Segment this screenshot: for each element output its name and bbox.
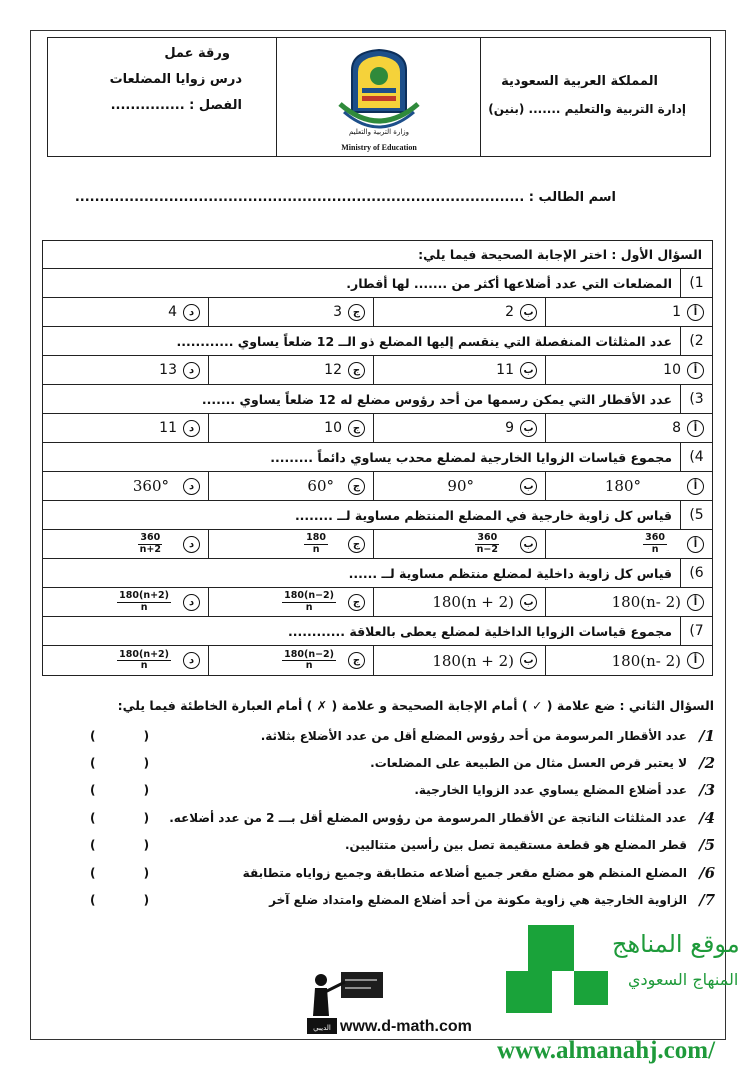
choice-d[interactable] [43, 356, 208, 384]
true-false-item [90, 886, 715, 913]
choice-letter-b: ب [520, 478, 537, 495]
choice-c[interactable] [208, 414, 373, 442]
item-number: 2/ [699, 754, 715, 773]
choice-b[interactable] [373, 588, 545, 616]
choice-letter-c: ج [348, 594, 365, 611]
choice-b[interactable] [373, 646, 545, 675]
choice-b[interactable] [373, 356, 545, 384]
choice-letter-b: ب [520, 652, 537, 669]
item-number: 3/ [699, 781, 715, 800]
choice-letter-d: د [183, 304, 200, 321]
choice-letter-b: ب [520, 362, 537, 379]
mcq-question-row [43, 327, 712, 356]
question-text: عدد المثلثات المنفصلة التي ينقسم إليها المضلع ذو الــ 12 ضلعاً يساوي ............ [176, 333, 672, 349]
mcq-question-row [43, 617, 712, 646]
answer-parentheses[interactable]: ( ) [90, 893, 172, 908]
choice-a[interactable] [545, 414, 712, 442]
fraction-numerator: 180(n+2) [119, 648, 169, 660]
choice-b[interactable] [373, 298, 545, 326]
lesson-label: درس زوايا المضلعات [109, 72, 242, 87]
choice-fraction [643, 533, 667, 555]
header-right-cell [480, 38, 710, 156]
item-text: المضلع المنظم هو مضلع مقعر جميع أضلاعه متطابقة وجميع زواياه متطابقة [242, 865, 687, 880]
choice-letter-b: ب [520, 420, 537, 437]
question-number: 6) [680, 559, 712, 587]
choice-value: 11 [496, 362, 514, 378]
choice-a[interactable] [545, 588, 712, 616]
choice-letter-d: د [183, 594, 200, 611]
mcq-question-row [43, 443, 712, 472]
choice-letter-b: ب [520, 304, 537, 321]
teacher-tag: الديبي [313, 1024, 331, 1032]
choice-d[interactable] [43, 646, 208, 675]
choice-letter-a: أ [687, 420, 704, 437]
choice-a[interactable] [545, 298, 712, 326]
fraction-numerator: 180(n−2) [284, 590, 334, 602]
choice-c[interactable] [208, 530, 373, 558]
choice-b[interactable] [373, 472, 545, 500]
item-text: عدد الأقطار المرسومة من أحد رؤوس المضلع أقل من عدد الأضلاع بثلاثة. [260, 728, 687, 743]
choice-a[interactable] [545, 356, 712, 384]
choice-a[interactable] [545, 646, 712, 675]
choice-letter-d: د [183, 536, 200, 553]
mcq-choices-row [43, 298, 712, 327]
question2-title: السؤال الثاني : ضع علامة ( ✓ ) أمام الإجابة الصحيحة و علامة ( ✗ ) أمام العبارة الخاطئة فيما يلي: [117, 698, 714, 713]
fraction-denominator: n [305, 601, 313, 613]
choice-letter-a: أ [687, 594, 704, 611]
question1-table [42, 240, 713, 676]
dmath-link[interactable]: www.d-math.com [340, 1018, 472, 1035]
mcq-choices-row [43, 530, 712, 559]
almanahj-link[interactable]: www.almanahj.com/ [497, 1037, 716, 1064]
item-number: 1/ [699, 726, 715, 745]
fraction-denominator: n [312, 543, 320, 555]
question-number: 4) [680, 443, 712, 471]
choice-value: 10 [663, 362, 681, 378]
item-text: قطر المضلع هو قطعة مستقيمة تصل بين رأسين متتاليين. [344, 838, 687, 853]
choice-value: 180(n- 2) [611, 593, 681, 611]
choice-value: 2 [505, 304, 514, 320]
site-title-watermark: موقع المناهج [612, 930, 740, 958]
mcq-choices-row [43, 414, 712, 443]
watermark-block [574, 971, 608, 1005]
choice-a[interactable] [545, 472, 712, 500]
choice-value: 180° [604, 477, 641, 495]
answer-parentheses[interactable]: ( ) [90, 756, 172, 771]
true-false-item [90, 832, 715, 859]
mcq-question-row [43, 559, 712, 588]
item-text: عدد المثلثات الناتجة عن الأقطار المرسومة من رؤوس المضلع أقل بـــ 2 من عدد أضلاعه. [169, 810, 687, 825]
true-false-item [90, 859, 715, 886]
watermark-block [528, 925, 574, 971]
choice-a[interactable] [545, 530, 712, 558]
choice-value: 1 [672, 304, 681, 320]
item-number: 5/ [699, 836, 715, 855]
choice-value: 180(n + 2) [432, 593, 514, 611]
choice-letter-c: ج [348, 362, 365, 379]
item-number: 6/ [699, 863, 715, 882]
question-text: المضلعات التي عدد أضلاعها أكثر من ....... لها أقطار. [346, 275, 672, 291]
choice-value: 90° [447, 477, 474, 495]
fraction-numerator: 180(n−2) [284, 648, 334, 660]
choice-value: 180(n + 2) [432, 651, 514, 670]
kingdom-label: المملكة العربية السعودية [501, 74, 658, 89]
administration-label: إدارة التربية والتعليم ....... (بنين) [488, 102, 686, 116]
fraction-denominator: n [651, 543, 659, 555]
item-text: عدد أضلاع المضلع يساوي عدد الزوايا الخارجية. [414, 783, 687, 798]
answer-parentheses[interactable]: ( ) [90, 783, 172, 798]
choice-fraction [117, 650, 171, 672]
fraction-denominator: n [140, 660, 148, 671]
choice-c[interactable] [208, 472, 373, 500]
worksheet-label: ورقة عمل [164, 46, 230, 61]
true-false-item [90, 749, 715, 776]
choice-letter-a: أ [687, 362, 704, 379]
choice-letter-a: أ [687, 304, 704, 321]
choice-c[interactable] [208, 298, 373, 326]
fraction-numerator: 360 [477, 532, 498, 544]
choice-letter-c: ج [348, 652, 365, 669]
choice-value: 360° [132, 477, 169, 495]
student-name-line: اسم الطالب : ........................................................................................... [74, 190, 616, 205]
choice-d[interactable] [43, 298, 208, 326]
choice-letter-c: ج [348, 420, 365, 437]
answer-parentheses[interactable]: ( ) [90, 838, 172, 853]
choice-fraction [475, 533, 500, 555]
site-subtitle-watermark: المنهاج السعودي [628, 970, 739, 989]
choice-b[interactable] [373, 414, 545, 442]
choice-d[interactable] [43, 588, 208, 616]
choice-letter-a: أ [687, 478, 704, 495]
choice-d[interactable] [43, 472, 208, 500]
question-text: قياس كل زاوية داخلية لمضلع منتظم مساوية لــ ...... [348, 565, 672, 581]
fraction-denominator: n [305, 660, 313, 671]
choice-value: 8 [672, 420, 681, 436]
choice-letter-d: د [183, 420, 200, 437]
fraction-numerator: 360 [140, 532, 161, 544]
answer-parentheses[interactable]: ( ) [90, 810, 172, 825]
fraction-denominator: n−2 [476, 543, 498, 555]
answer-parentheses[interactable]: ( ) [90, 865, 172, 880]
mcq-question-row [43, 501, 712, 530]
fraction-numerator: 180(n+2) [119, 590, 169, 602]
question-number: 2) [680, 327, 712, 355]
question1-title-row [43, 241, 712, 269]
fraction-denominator: n [140, 601, 148, 613]
fraction-numerator: 180 [306, 532, 326, 544]
fraction-denominator: n+2 [139, 543, 161, 555]
true-false-item [90, 722, 715, 749]
choice-fraction [282, 591, 336, 613]
choice-fraction [282, 650, 336, 672]
item-text: الزاوية الخارجية هي زاوية مكونة من أحد أضلاع المضلع وامتداد ضلع آخر [269, 893, 687, 908]
question-number: 7) [680, 617, 712, 645]
choice-letter-a: أ [687, 652, 704, 669]
item-number: 7/ [699, 891, 715, 910]
choice-letter-c: ج [348, 478, 365, 495]
choice-letter-b: ب [520, 536, 537, 553]
ministry-logo [332, 42, 427, 154]
choice-c[interactable] [208, 356, 373, 384]
choice-value: 11 [159, 420, 177, 436]
choice-value: 13 [159, 362, 177, 378]
question1-title: السؤال الأول : اختر الإجابة الصحيحة فيما يلي: [418, 247, 702, 262]
mcq-choices-row [43, 588, 712, 617]
question-text: مجموع قياسات الزوايا الداخلية لمضلع يعطى بالعلاقة ............ [288, 623, 672, 639]
question-text: عدد الأقطار التي يمكن رسمها من أحد رؤوس مضلع له 12 ضلعاً يساوي ....... [201, 391, 672, 407]
mcq-choices-row [43, 356, 712, 385]
choice-value: 10 [324, 420, 342, 436]
choice-letter-d: د [183, 652, 200, 669]
item-text: لا يعتبر قرص العسل مثال من الطبيعة على المضلعات. [370, 756, 687, 771]
ministry-en-text: Ministry of Education [341, 143, 417, 152]
watermark-block [506, 971, 552, 1013]
choice-letter-a: أ [687, 536, 704, 553]
choice-fraction [138, 533, 163, 555]
choice-c[interactable] [208, 646, 373, 675]
question-text: قياس كل زاوية خارجية في المضلع المنتظم مساوية لــ ........ [294, 507, 672, 523]
true-false-item [90, 777, 715, 804]
choice-d[interactable] [43, 530, 208, 558]
question-number: 1) [680, 269, 712, 297]
choice-d[interactable] [43, 414, 208, 442]
choice-letter-d: د [183, 362, 200, 379]
choice-letter-c: ج [348, 536, 365, 553]
question-text: مجموع قياسات الزوايا الخارجية لمضلع محدب يساوي دائماً ......... [270, 449, 672, 465]
question-number: 3) [680, 385, 712, 413]
choice-value: 9 [505, 420, 514, 436]
answer-parentheses[interactable]: ( ) [90, 728, 172, 743]
mcq-choices-row [43, 472, 712, 501]
fraction-numerator: 360 [645, 532, 665, 544]
choice-letter-d: د [183, 478, 200, 495]
choice-value: 4 [168, 304, 177, 320]
choice-value: 60° [307, 477, 334, 495]
mcq-question-row [43, 269, 712, 298]
true-false-item [90, 804, 715, 831]
mcq-question-row [43, 385, 712, 414]
choice-letter-c: ج [348, 304, 365, 321]
choice-value: 3 [333, 304, 342, 320]
choice-value: 12 [324, 362, 342, 378]
ministry-ar-text: وزارة التربية والتعليم [348, 128, 410, 136]
header-left-cell [48, 38, 276, 156]
choice-letter-b: ب [520, 594, 537, 611]
class-label: الفصل : ............... [110, 98, 242, 113]
question2-list [90, 722, 715, 914]
choice-value: 180(n- 2) [611, 651, 681, 670]
question-number: 5) [680, 501, 712, 529]
choice-c[interactable] [208, 588, 373, 616]
choice-fraction [117, 591, 171, 613]
choice-b[interactable] [373, 530, 545, 558]
mcq-choices-row [43, 646, 712, 675]
choice-fraction [304, 533, 328, 555]
item-number: 4/ [699, 808, 715, 827]
